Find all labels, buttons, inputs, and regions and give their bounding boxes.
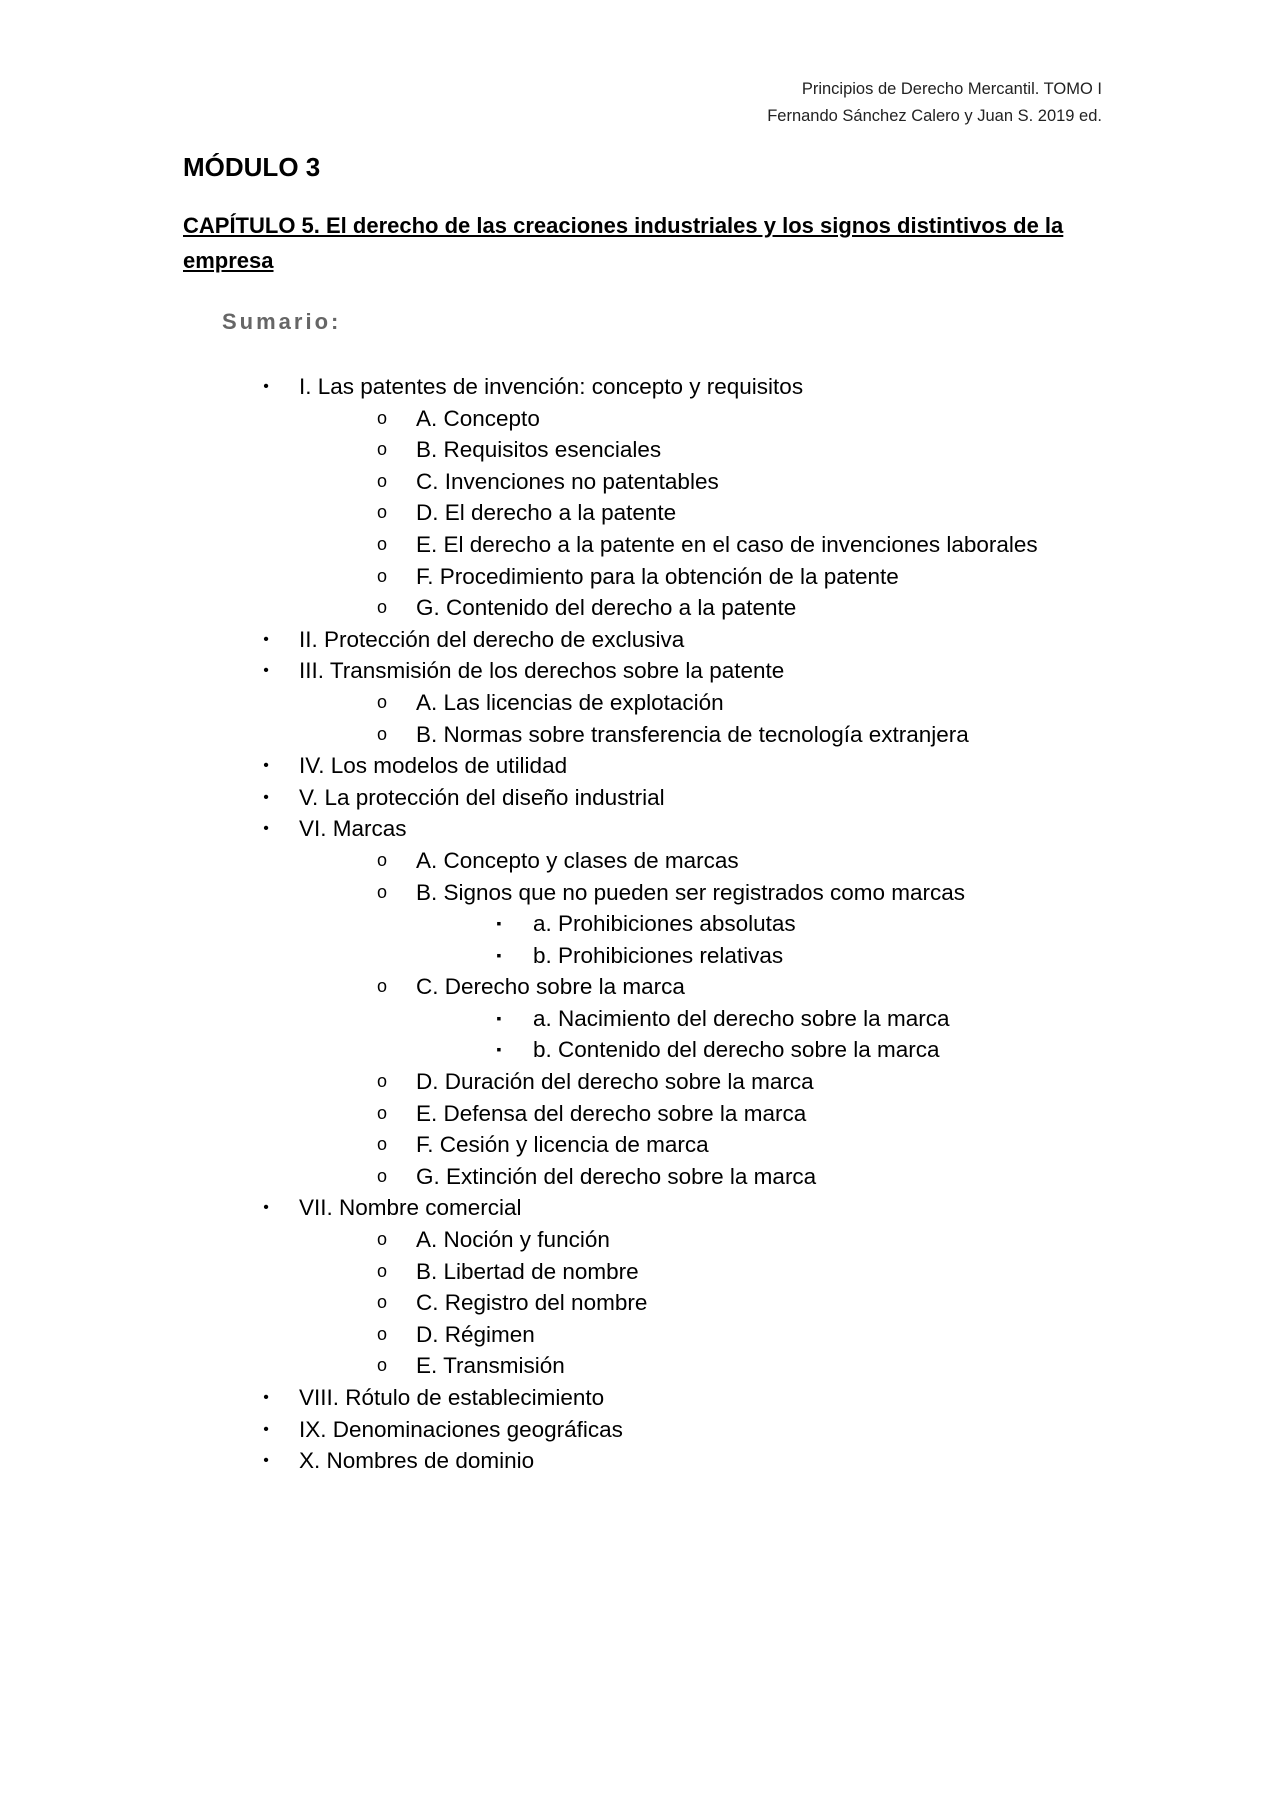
toc-item-level-2 xyxy=(0,877,1280,909)
toc-item-level-2 xyxy=(0,1224,1280,1256)
toc-item-level-1 xyxy=(0,655,1280,687)
toc-item-level-2 xyxy=(0,403,1280,435)
bullet-marker-icon: • xyxy=(263,1452,269,1470)
toc-item-level-1 xyxy=(0,782,1280,814)
toc-item-level-2 xyxy=(0,1287,1280,1319)
toc-item-level-2 xyxy=(0,845,1280,877)
bullet-marker-icon: o xyxy=(376,849,387,870)
bullet-marker-icon: o xyxy=(376,723,387,744)
toc-item-level-2 xyxy=(0,1129,1280,1161)
toc-item-level-2 xyxy=(0,1066,1280,1098)
page-header xyxy=(767,76,1102,130)
bullet-marker-icon: • xyxy=(263,630,269,648)
toc-item-level-2 xyxy=(0,1256,1280,1288)
toc-item-text: VII. Nombre comercial xyxy=(299,1195,522,1221)
toc-item-text: C. Derecho sobre la marca xyxy=(416,974,685,1000)
bullet-marker-icon: o xyxy=(376,439,387,460)
toc-item-text: I. Las patentes de invención: concepto y requisitos xyxy=(299,374,804,399)
toc-item-level-2 xyxy=(0,561,1280,593)
toc-item-text: F. Cesión y licencia de marca xyxy=(416,1132,709,1158)
toc-item-text: IX. Denominaciones geográficas xyxy=(299,1416,623,1442)
toc-item-level-1 xyxy=(0,1445,1280,1477)
toc-item-text: b. Contenido del derecho sobre la marca xyxy=(533,1037,940,1063)
toc-item-level-2 xyxy=(0,529,1280,561)
bullet-marker-icon: o xyxy=(376,407,387,428)
summary-label: Sumario: xyxy=(222,309,342,334)
toc-item-level-3 xyxy=(0,908,1280,940)
toc-item-text: II. Protección del derecho de exclusiva xyxy=(299,626,685,652)
toc-item-text: G. Extinción del derecho sobre la marca xyxy=(416,1163,817,1189)
chapter-title: CAPÍTULO 5. El derecho de las creaciones industriales y los signos distintivos de la empresa xyxy=(183,213,1064,273)
toc-item-text: F. Procedimiento para la obtención de la patente xyxy=(416,563,899,589)
toc-item-text: D. El derecho a la patente xyxy=(416,500,677,526)
toc-item-text: E. El derecho a la patente en el caso de invenciones laborales xyxy=(416,531,1038,557)
toc-item-text: B. Libertad de nombre xyxy=(416,1258,639,1284)
toc-item-text: X. Nombres de dominio xyxy=(299,1448,535,1474)
bullet-marker-icon: o xyxy=(376,533,387,554)
bullet-marker-icon: o xyxy=(376,1102,387,1123)
bullet-marker-icon: • xyxy=(263,1420,269,1438)
bullet-marker-icon: • xyxy=(263,820,269,838)
bullet-marker-icon: o xyxy=(376,565,387,586)
toc-item-text: A. Noción y función xyxy=(416,1227,610,1253)
toc-item-level-3 xyxy=(0,1003,1280,1035)
toc-item-text: IV. Los modelos de utilidad xyxy=(299,753,568,779)
bullet-marker-icon: • xyxy=(263,757,269,775)
toc-item-text: D. Duración del derecho sobre la marca xyxy=(416,1069,814,1095)
toc-item-level-2 xyxy=(0,687,1280,719)
bullet-marker-icon: ▪ xyxy=(496,1041,502,1058)
bullet-marker-icon: o xyxy=(376,1292,387,1313)
toc-item-text: a. Nacimiento del derecho sobre la marca xyxy=(533,1005,950,1031)
toc-item-level-1 xyxy=(0,750,1280,782)
bullet-marker-icon: o xyxy=(376,470,387,491)
toc-item-level-2 xyxy=(0,434,1280,466)
toc-item-text: B. Normas sobre transferencia de tecnología extranjera xyxy=(416,721,969,747)
toc-item-text: E. Defensa del derecho sobre la marca xyxy=(416,1100,807,1126)
toc-item-text: E. Transmisión xyxy=(416,1353,565,1379)
bullet-marker-icon: o xyxy=(376,1229,387,1250)
toc-item-text: A. Concepto xyxy=(416,405,540,431)
toc-item-level-2 xyxy=(0,1098,1280,1130)
toc-item-level-3 xyxy=(0,1034,1280,1066)
bullet-marker-icon: o xyxy=(376,976,387,997)
toc-item-level-1 xyxy=(0,371,1280,403)
header-authors: Fernando Sánchez Calero y Juan S. 2019 ed. xyxy=(767,107,1102,125)
toc-item-level-1 xyxy=(0,1414,1280,1446)
bullet-marker-icon: • xyxy=(263,1389,269,1406)
bullet-marker-icon: o xyxy=(376,1134,387,1155)
toc-item-text: A. Concepto y clases de marcas xyxy=(416,847,739,873)
toc-item-text: III. Transmisión de los derechos sobre la patente xyxy=(299,658,785,684)
toc-item-level-2 xyxy=(0,1319,1280,1351)
bullet-marker-icon: o xyxy=(376,502,387,523)
toc-item-text: B. Requisitos esenciales xyxy=(416,437,662,463)
bullet-marker-icon: o xyxy=(376,1165,387,1186)
bullet-marker-icon: o xyxy=(376,881,387,902)
toc-item-text: A. Las licencias de explotación xyxy=(416,689,724,715)
toc-item-level-1 xyxy=(0,1192,1280,1224)
toc-item-level-2 xyxy=(0,1161,1280,1193)
toc-item-level-2 xyxy=(0,466,1280,498)
toc-item-level-2 xyxy=(0,592,1280,624)
bullet-marker-icon: • xyxy=(263,378,269,395)
toc-item-text: C. Invenciones no patentables xyxy=(416,468,719,494)
toc-item-text: G. Contenido del derecho a la patente xyxy=(416,595,797,621)
bullet-marker-icon: • xyxy=(263,788,269,806)
bullet-marker-icon: • xyxy=(263,662,269,680)
toc-item-level-2 xyxy=(0,1350,1280,1382)
header-book-title: Principios de Derecho Mercantil. TOMO I xyxy=(801,80,1102,98)
toc-item-level-1 xyxy=(0,624,1280,656)
bullet-marker-icon: o xyxy=(376,1260,387,1281)
bullet-marker-icon: • xyxy=(263,1199,269,1217)
bullet-marker-icon: o xyxy=(376,597,387,618)
toc-item-text: VIII. Rótulo de establecimiento xyxy=(299,1385,605,1410)
bullet-marker-icon: o xyxy=(376,1323,387,1344)
toc-item-level-2 xyxy=(0,719,1280,751)
toc-item-text: B. Signos que no pueden ser registrados como marcas xyxy=(416,879,966,905)
toc-item-text: a. Prohibiciones absolutas xyxy=(533,911,796,937)
bullet-marker-icon: ▪ xyxy=(496,1009,502,1026)
toc-item-level-3 xyxy=(0,940,1280,972)
module-title: MÓDULO 3 xyxy=(183,152,321,182)
bullet-marker-icon: ▪ xyxy=(496,946,502,963)
bullet-marker-icon: o xyxy=(376,1071,387,1092)
toc-item-text: C. Registro del nombre xyxy=(416,1290,648,1316)
toc-item-level-2 xyxy=(0,971,1280,1003)
table-of-contents xyxy=(0,371,1280,1477)
toc-item-text: V. La protección del diseño industrial xyxy=(299,784,665,810)
bullet-marker-icon: o xyxy=(376,691,387,712)
toc-item-level-1 xyxy=(0,1382,1280,1414)
toc-item-text: b. Prohibiciones relativas xyxy=(533,942,784,968)
toc-item-level-2 xyxy=(0,497,1280,529)
bullet-marker-icon: ▪ xyxy=(496,915,502,932)
toc-item-level-1 xyxy=(0,813,1280,845)
toc-item-text: D. Régimen xyxy=(416,1321,535,1347)
toc-item-text: VI. Marcas xyxy=(299,816,407,842)
bullet-marker-icon: o xyxy=(376,1355,387,1376)
